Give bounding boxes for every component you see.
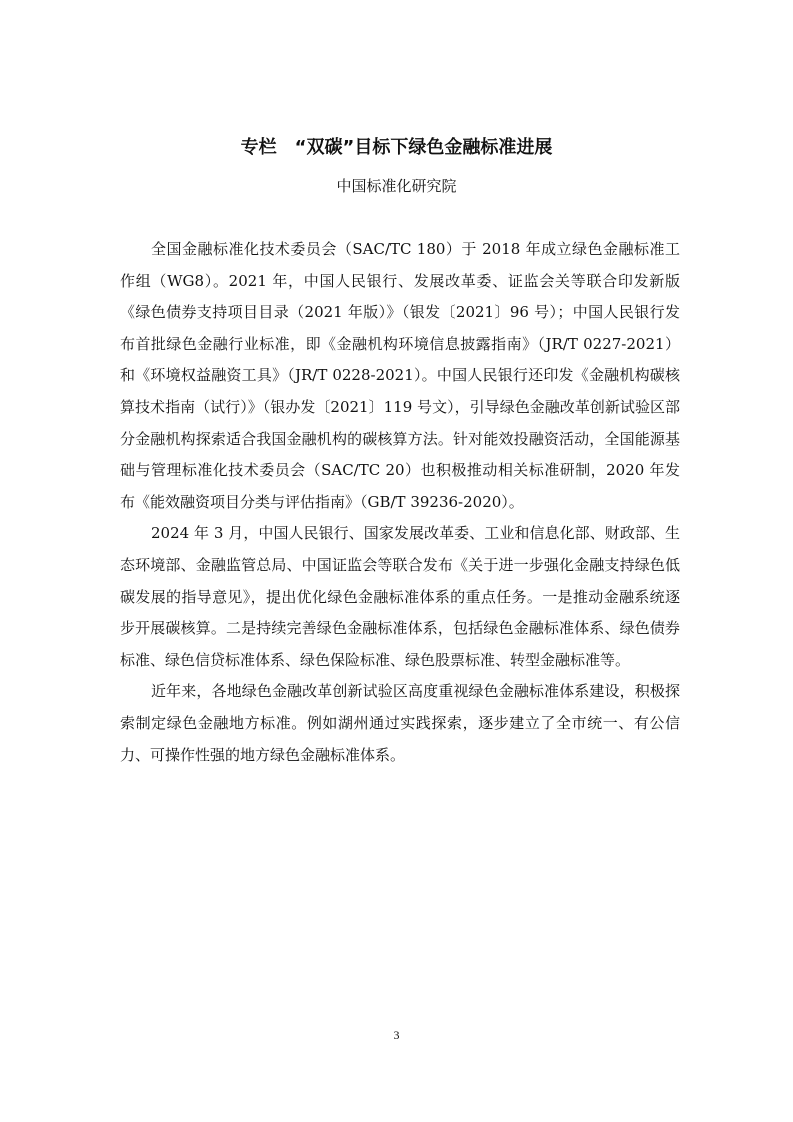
page-title: 专栏 “双碳”目标下绿色金融标准进展 bbox=[240, 137, 553, 158]
paragraph-2: 2024 年 3 月，中国人民银行、国家发展改革委、工业和信息化部、财政部、生态环境部、金融监管总局、中国证监会等联合发布《关于进一步强化金融支持绿色低碳发展的指导意见》，提出优化绿色金融标准体系的重点任务。一是推动金融系统逐步开展碳核算。二是持续完善绿色金融标准体系，包括绿色金融标准体系、绿色债券标准、绿色信贷标准体系、绿色保险标准、绿色股票标准、转型金融标准等。 bbox=[120, 524, 680, 669]
paragraph-3: 近年来，各地绿色金融改革创新试验区高度重视绿色金融标准体系建设，积极探索制定绿色金融地方标准。例如湖州通过实践探索，逐步建立了全市统一、有公信力、可操作性强的地方绿色金融标准体系。 bbox=[120, 682, 680, 764]
author-line: 中国标准化研究院 bbox=[336, 177, 457, 195]
paragraph-1: 全国金融标准化技术委员会（SAC/TC 180）于 2018 年成立绿色金融标准工作组（WG8）。2021 年，中国人民银行、发展改革委、证监会关等联合印发新版《绿色债券支持项目目录（2021 年版）》（银发〔2021〕96 号）；中国人民银行发布首批绿色金融行业标准，即《金融机构环境信息披露指南》（JR/T 0227-2021）和《环境权益融资工具》（JR/T 0228-2021）。中国人民银行还印发《金融机构碳核算技术指南（试行）》（银办发〔2021〕119 号文），引导绿色金融改革创新试验区部分金融机构探索适合我国金融机构的碳核算方法。针对能效投融资活动，全国能源基础与管理标准化技术委员会（SAC/TC 20）也积极推动相关标准研制，2020 年发布《能效融资项目分类与评估指南》（GB/T 39236-2020）。 bbox=[120, 240, 680, 511]
page-number: 3 bbox=[393, 1028, 400, 1042]
article-body bbox=[120, 234, 680, 771]
